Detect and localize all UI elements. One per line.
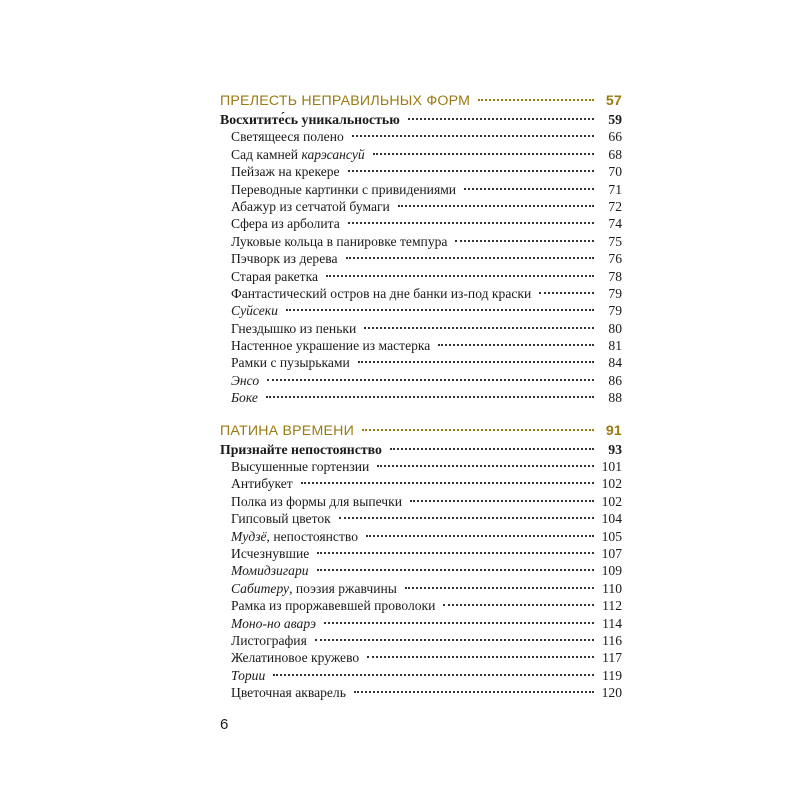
entry-title-part: Моно-но аварэ — [231, 615, 316, 631]
entry-title-part: Желатиновое кружево — [231, 650, 360, 666]
toc-entry-page: 105 — [601, 528, 622, 544]
toc-entry-title — [231, 285, 531, 302]
toc-entry[interactable] — [220, 597, 622, 614]
dot-leader — [266, 396, 594, 398]
entry-title-part: карэсансуй — [301, 146, 365, 162]
toc-entry[interactable] — [220, 285, 622, 302]
toc-entry-page: 101 — [601, 459, 622, 475]
toc-entry[interactable] — [220, 372, 622, 389]
entry-title-part: Переводные картинки с привидениями — [231, 181, 457, 197]
entry-title-part: Тории — [231, 667, 266, 683]
toc-entry[interactable] — [220, 215, 622, 232]
dot-leader — [358, 361, 594, 363]
entry-title-part: Высушенные гортензии — [231, 459, 370, 475]
section-heading-page: 59 — [608, 112, 622, 127]
entry-title-part: Антибукет — [231, 476, 293, 492]
toc-entry[interactable] — [220, 233, 622, 250]
dot-leader — [539, 292, 594, 294]
toc-entry-page: 79 — [608, 303, 622, 319]
toc-entry-page: 104 — [601, 511, 622, 527]
toc-entry-page: 74 — [608, 216, 622, 232]
entry-title-part: , непостоянство — [266, 528, 359, 544]
dot-leader — [301, 482, 594, 484]
toc-entry[interactable] — [220, 632, 622, 649]
entry-title-part: Листография — [231, 632, 307, 648]
toc-entry-page: 68 — [608, 146, 622, 162]
toc-entry[interactable] — [220, 528, 622, 545]
toc-entry[interactable] — [220, 458, 622, 475]
toc-entry[interactable] — [220, 128, 622, 145]
toc-entry-title — [231, 632, 307, 649]
dot-leader — [317, 552, 594, 554]
toc-entry[interactable] — [220, 250, 622, 267]
toc-entry[interactable] — [220, 320, 622, 337]
toc-entry-page: 80 — [608, 320, 622, 336]
section-heading-title: Восхитите́сь уникальностью — [220, 112, 400, 127]
dot-leader — [286, 309, 594, 311]
toc-entry-page: 102 — [601, 476, 622, 492]
toc-entry-title — [231, 215, 340, 232]
toc-entry[interactable] — [220, 684, 622, 701]
toc-entry[interactable] — [220, 667, 622, 684]
toc-entry[interactable] — [220, 510, 622, 527]
entry-title-part: Сад камней — [231, 146, 302, 162]
toc-entry[interactable] — [220, 545, 622, 562]
toc-entry[interactable] — [220, 146, 622, 163]
chapter-heading-page: 57 — [605, 93, 622, 109]
dot-leader — [273, 674, 594, 676]
toc-entry-title — [231, 458, 369, 475]
toc-entry[interactable] — [220, 337, 622, 354]
entry-title-part: Энсо — [231, 372, 260, 388]
toc-entry[interactable] — [220, 562, 622, 579]
toc-entry-title — [231, 372, 259, 389]
toc-entry-page: 120 — [601, 685, 622, 701]
toc-entry-page: 70 — [608, 164, 622, 180]
dot-leader — [377, 465, 594, 467]
toc-entry-page: 75 — [608, 233, 622, 249]
toc-entry-title — [231, 320, 356, 337]
toc-entry-page: 81 — [608, 338, 622, 354]
toc-entry-title — [231, 389, 258, 406]
toc-entry-page: 78 — [608, 268, 622, 284]
entry-title-part: Светящееся полено — [231, 129, 344, 145]
toc-entry-title — [231, 615, 316, 632]
entry-title-part: Пэчворк из дерева — [231, 251, 338, 267]
toc-entry-title — [231, 250, 338, 267]
toc-entry-title — [231, 493, 402, 510]
chapter-heading-title: ПАТИНА ВРЕМЕНИ — [220, 422, 354, 439]
toc-entry-title — [231, 545, 309, 562]
dot-leader — [348, 222, 594, 224]
dot-leader — [339, 517, 594, 519]
toc-entry[interactable] — [220, 163, 622, 180]
dot-leader — [410, 500, 594, 502]
entry-title-part: Суйсеки — [231, 303, 278, 319]
dot-leader — [455, 240, 594, 242]
toc-entry-page: 76 — [608, 251, 622, 267]
dot-leader — [315, 639, 594, 641]
entry-title-part: Гнездышко из пеньки — [231, 320, 357, 336]
toc-entry-page: 117 — [602, 650, 622, 666]
toc-entry-title — [231, 475, 293, 492]
chapter-gap — [220, 407, 622, 421]
entry-title-part: Исчезнувшие — [231, 545, 310, 561]
entry-title-part: Гипсовый цветок — [231, 511, 331, 527]
section-heading-title: Признайте непостоянство — [220, 441, 382, 457]
toc-entry-page: 66 — [608, 129, 622, 145]
toc-entry-title — [231, 128, 344, 145]
toc-entry-title — [231, 337, 430, 354]
dot-leader — [464, 188, 594, 190]
entry-title-part: Момидзигари — [231, 563, 309, 579]
toc-entry-title — [231, 562, 309, 579]
section-heading[interactable] — [220, 111, 622, 128]
toc-entry-page: 72 — [608, 198, 622, 214]
toc-entry[interactable] — [220, 198, 622, 215]
dot-leader — [443, 604, 594, 606]
toc-entry-title — [231, 649, 359, 666]
toc-entry[interactable] — [220, 181, 622, 198]
toc-entry-title — [231, 233, 447, 250]
entry-title-part: Пейзаж на крекере — [231, 164, 340, 180]
entry-title-part: Полка из формы для выпечки — [231, 493, 403, 509]
toc-entry-page: 114 — [602, 615, 622, 631]
toc-entry[interactable] — [220, 475, 622, 492]
toc-entry-title — [231, 302, 278, 319]
dot-leader — [373, 153, 594, 155]
toc-entry-title — [231, 268, 318, 285]
toc-entry[interactable] — [220, 389, 622, 406]
toc-entry-title — [231, 163, 340, 180]
entry-title-part: Фантастический остров на дне банки из-под краски — [231, 285, 532, 301]
toc-entry-title — [231, 146, 365, 163]
toc-entry-page: 84 — [608, 355, 622, 371]
toc-entry[interactable] — [220, 302, 622, 319]
dot-leader — [348, 170, 594, 172]
toc-entry-page: 119 — [602, 667, 622, 683]
dot-leader — [364, 327, 594, 329]
dot-leader — [324, 622, 594, 624]
dot-leader — [362, 429, 594, 431]
section-heading-page: 93 — [608, 441, 622, 457]
toc-entry-title — [231, 684, 346, 701]
toc-entry-page: 116 — [602, 632, 622, 648]
toc-entry-page: 71 — [608, 181, 622, 197]
toc-entry-title — [231, 580, 397, 597]
dot-leader — [478, 99, 594, 101]
dot-leader — [346, 257, 594, 259]
entry-title-part: Рамка из проржавевшей проволоки — [231, 598, 436, 614]
entry-title-part: Рамки с пузырьками — [231, 355, 350, 371]
entry-title-part: , поэзия ржавчины — [289, 580, 397, 596]
dot-leader — [367, 656, 594, 658]
entry-title-part: Боке — [231, 390, 258, 406]
entry-title-part: Сабитеру — [231, 580, 290, 596]
dot-leader — [438, 344, 594, 346]
chapter-heading[interactable] — [220, 421, 622, 441]
toc-entry[interactable] — [220, 615, 622, 632]
toc-entry-page: 107 — [601, 545, 622, 561]
toc-entry[interactable] — [220, 354, 622, 371]
toc-entry[interactable] — [220, 580, 622, 597]
dot-leader — [267, 379, 594, 381]
entry-title-part: Сфера из арболита — [231, 216, 340, 232]
toc-entry-page: 110 — [602, 580, 622, 596]
entry-title-part: Мудзё — [231, 528, 267, 544]
toc-entry[interactable] — [220, 493, 622, 510]
chapter-heading[interactable] — [220, 91, 622, 111]
toc-entry-title — [231, 510, 331, 527]
toc-entry-title — [231, 354, 350, 371]
dot-leader — [366, 535, 594, 537]
dot-leader — [408, 118, 594, 120]
entry-title-part: Старая ракетка — [231, 268, 319, 284]
entry-title-part: Цветочная акварель — [231, 685, 346, 701]
dot-leader — [326, 275, 594, 277]
entry-title-part: Настенное украшение из мастерка — [231, 338, 431, 354]
dot-leader — [405, 587, 594, 589]
toc-entry-title — [231, 181, 456, 198]
dot-leader — [317, 569, 594, 571]
dot-leader — [352, 135, 594, 137]
dot-leader — [398, 205, 594, 207]
toc-entry[interactable] — [220, 649, 622, 666]
toc-entry-title — [231, 528, 358, 545]
toc-entry-title — [231, 198, 390, 215]
toc-entry-title — [231, 597, 435, 614]
table-of-contents — [220, 91, 622, 702]
chapter-heading-page: 91 — [605, 422, 622, 439]
toc-entry-page: 86 — [608, 372, 622, 388]
section-heading[interactable] — [220, 441, 622, 458]
toc-entry-page: 112 — [602, 598, 622, 614]
toc-entry-page: 102 — [601, 493, 622, 509]
toc-entry-page: 88 — [608, 390, 622, 406]
toc-entry[interactable] — [220, 268, 622, 285]
page-number: 6 — [220, 716, 229, 733]
dot-leader — [390, 448, 594, 450]
toc-entry-title — [231, 667, 265, 684]
entry-title-part: Абажур из сетчатой бумаги — [231, 198, 390, 214]
entry-title-part: Луковые кольца в панировке темпура — [231, 233, 448, 249]
dot-leader — [354, 691, 594, 693]
toc-entry-page: 109 — [601, 563, 622, 579]
chapter-heading-title: ПРЕЛЕСТЬ НЕПРАВИЛЬНЫХ ФОРМ — [220, 93, 471, 109]
toc-entry-page: 79 — [608, 285, 622, 301]
